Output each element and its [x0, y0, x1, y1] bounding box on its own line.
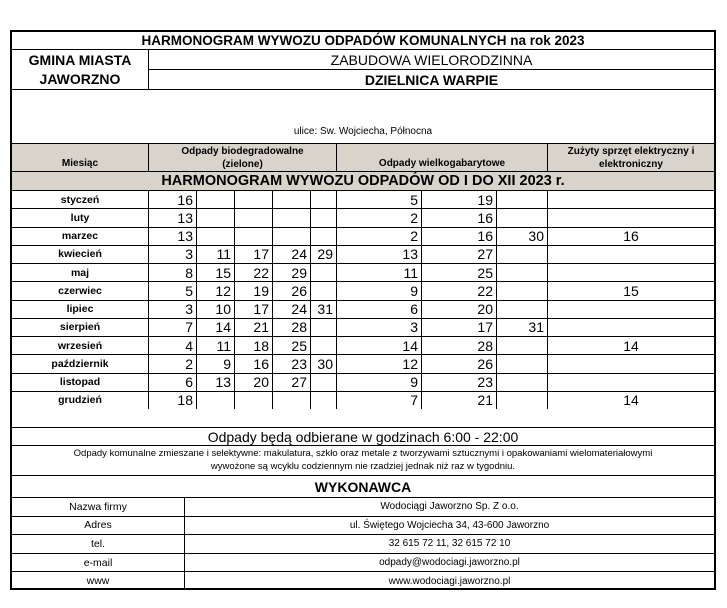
- month-name: lipiec: [12, 301, 149, 318]
- bulky-date-cell: [497, 191, 548, 208]
- month-name: czerwiec: [12, 282, 149, 299]
- bio-date-cell: 8: [149, 264, 197, 281]
- building-type: ZABUDOWA WIELORODZINNA: [149, 50, 714, 70]
- bulky-date-cell: 9: [337, 374, 422, 391]
- schedule-sheet: [10, 30, 716, 590]
- bio-date-cell: 15: [197, 264, 235, 281]
- note-line-1: Odpady komunalne zmieszane i selektywne: makulatura, szkło oraz metale z tworzywami sztucznymi i opakowaniami wielomateriałowymi: [73, 448, 653, 459]
- bio-date-cell: 11: [197, 337, 235, 354]
- column-header-row: [12, 143, 714, 171]
- collection-note: [12, 446, 714, 475]
- bio-date-cell: [311, 264, 337, 281]
- hours-row: [12, 427, 714, 445]
- bio-date-cell: [311, 191, 337, 208]
- bulky-date-cell: 3: [337, 319, 422, 336]
- bio-date-cell: 13: [197, 374, 235, 391]
- bulky-date-cell: 22: [422, 282, 497, 299]
- bio-date-cell: [273, 209, 311, 226]
- column-electro: [548, 144, 714, 171]
- electro-date-cell: 16: [623, 228, 639, 245]
- bio-date-cell: [235, 209, 273, 226]
- bio-date-cell: [273, 228, 311, 245]
- electro-date-cell: [548, 301, 714, 318]
- electro-date-cell: 15: [623, 282, 639, 299]
- bio-date-cell: [197, 228, 235, 245]
- bio-date-cell: 9: [197, 355, 235, 372]
- month-row: [12, 318, 714, 336]
- month-row: [12, 190, 714, 208]
- month-row: [12, 227, 714, 245]
- month-name: sierpień: [12, 319, 149, 336]
- bio-date-cell: [197, 392, 235, 409]
- contractor-label: Nazwa firmy: [12, 498, 185, 516]
- column-bulky: Odpady wielkogabarytowe: [337, 144, 548, 171]
- bio-date-cell: 17: [235, 246, 273, 263]
- bio-date-cell: 22: [235, 264, 273, 281]
- bio-date-cell: 16: [149, 191, 197, 208]
- contractor-value: www.wodociagi.jaworzno.pl: [388, 575, 511, 587]
- contractor-label: tel.: [12, 535, 185, 553]
- bulky-date-cell: 16: [422, 209, 497, 226]
- bio-date-cell: 25: [273, 337, 311, 354]
- bulky-date-cell: 27: [422, 246, 497, 263]
- bulky-date-cell: [497, 264, 548, 281]
- month-name: grudzień: [12, 392, 149, 409]
- municipality-line-1: GMINA MIASTA: [28, 51, 132, 68]
- column-electro-line-2: elektroniczny: [599, 158, 663, 170]
- bio-date-cell: [311, 319, 337, 336]
- contractor-row: [12, 571, 714, 590]
- bio-date-cell: 18: [235, 337, 273, 354]
- electro-date-cell: [548, 319, 714, 336]
- electro-date-cell: [548, 355, 714, 372]
- streets-label: ulice: Św. Wojciecha, Północna: [293, 126, 433, 137]
- bulky-date-cell: [497, 355, 548, 372]
- bio-date-cell: 29: [311, 246, 337, 263]
- bulky-date-cell: 2: [337, 228, 422, 245]
- bulky-date-cell: 6: [337, 301, 422, 318]
- bio-date-cell: 4: [149, 337, 197, 354]
- month-name: kwiecień: [12, 246, 149, 263]
- bio-date-cell: [235, 392, 273, 409]
- contractor-row: [12, 516, 714, 535]
- bio-date-cell: 6: [149, 374, 197, 391]
- bio-date-cell: 14: [197, 319, 235, 336]
- bio-date-cell: [311, 374, 337, 391]
- bulky-date-cell: 21: [422, 392, 497, 409]
- contractor-value: Wodociągi Jaworzno Sp. Z o.o.: [380, 501, 519, 513]
- bulky-date-cell: 28: [422, 337, 497, 354]
- bio-date-cell: 17: [235, 301, 273, 318]
- bulky-date-cell: 23: [422, 374, 497, 391]
- bio-date-cell: 16: [235, 355, 273, 372]
- bulky-date-cell: [497, 246, 548, 263]
- bio-date-cell: [311, 282, 337, 299]
- contractor-value: 32 615 72 11, 32 615 72 10: [388, 538, 511, 550]
- month-name: luty: [12, 209, 149, 226]
- electro-date-cell: [548, 264, 714, 281]
- bio-date-cell: [235, 228, 273, 245]
- municipality-row: [12, 49, 714, 89]
- district-name: DZIELNICA WARPIE: [364, 72, 499, 88]
- month-name: październik: [12, 355, 149, 372]
- title-row: [12, 32, 714, 49]
- column-bio-line-2: (zielone): [222, 158, 263, 170]
- bio-date-cell: 19: [235, 282, 273, 299]
- bio-date-cell: 18: [149, 392, 197, 409]
- month-name: marzec: [12, 228, 149, 245]
- note-row: [12, 445, 714, 475]
- bio-date-cell: 10: [197, 301, 235, 318]
- month-row: [12, 245, 714, 263]
- bulky-date-cell: 7: [337, 392, 422, 409]
- bio-date-cell: 24: [273, 301, 311, 318]
- bulky-date-cell: 17: [422, 319, 497, 336]
- bulky-date-cell: 12: [337, 355, 422, 372]
- column-month: Miesiąc: [12, 144, 149, 171]
- month-name: maj: [12, 264, 149, 281]
- bulky-date-cell: 2: [337, 209, 422, 226]
- bio-date-cell: 31: [311, 301, 337, 318]
- electro-date-cell: 14: [623, 337, 639, 354]
- municipality-line-2: JAWORZNO: [39, 70, 121, 87]
- bulky-date-cell: 20: [422, 301, 497, 318]
- bulky-date-cell: 9: [337, 282, 422, 299]
- month-name: styczeń: [12, 191, 149, 208]
- bulky-date-cell: [497, 282, 548, 299]
- note-line-2: wywożone są wcyklu codziennym nie rzadziej jednak niż raz w tygodniu.: [210, 460, 516, 472]
- bio-date-cell: 21: [235, 319, 273, 336]
- month-row: [12, 336, 714, 354]
- month-row: [12, 208, 714, 226]
- month-row: [12, 300, 714, 318]
- bulky-date-cell: [497, 209, 548, 226]
- bulky-date-cell: 19: [422, 191, 497, 208]
- bio-date-cell: [273, 191, 311, 208]
- electro-date-cell: [548, 246, 714, 263]
- contractor-label: www: [12, 572, 185, 590]
- contractor-label: e-mail: [12, 554, 185, 572]
- bio-date-cell: 7: [149, 319, 197, 336]
- electro-date-cell: 14: [623, 392, 639, 409]
- bio-date-cell: [273, 392, 311, 409]
- bulky-date-cell: 26: [422, 355, 497, 372]
- bulky-date-cell: 5: [337, 191, 422, 208]
- bio-date-cell: 23: [273, 355, 311, 372]
- bulky-date-cell: 14: [337, 337, 422, 354]
- contractor-row: [12, 553, 714, 572]
- bulky-date-cell: [497, 301, 548, 318]
- bulky-date-cell: 31: [497, 319, 548, 336]
- bio-date-cell: [311, 228, 337, 245]
- bio-date-cell: [197, 209, 235, 226]
- month-row: [12, 263, 714, 281]
- month-row: [12, 281, 714, 299]
- bio-date-cell: 12: [197, 282, 235, 299]
- bulky-date-cell: 13: [337, 246, 422, 263]
- bulky-date-cell: 30: [497, 228, 548, 245]
- schedule-subtitle: HARMONOGRAM WYWOZU ODPADÓW OD I DO XII 2023 r.: [161, 173, 565, 189]
- bulky-date-cell: [497, 374, 548, 391]
- bio-date-cell: 2: [149, 355, 197, 372]
- bulky-date-cell: 16: [422, 228, 497, 245]
- contractor-row: [12, 534, 714, 553]
- contractor-title: WYKONAWCA: [314, 478, 412, 495]
- month-row: [12, 354, 714, 372]
- subtitle-row: [12, 171, 714, 190]
- bio-date-cell: [311, 337, 337, 354]
- bio-date-cell: 28: [273, 319, 311, 336]
- schedule-title: HARMONOGRAM WYWOZU ODPADÓW KOMUNALNYCH na rok 2023: [141, 33, 585, 48]
- bio-date-cell: 27: [273, 374, 311, 391]
- bio-date-cell: 29: [273, 264, 311, 281]
- bio-date-cell: 5: [149, 282, 197, 299]
- month-row: [12, 373, 714, 391]
- bulky-date-cell: 25: [422, 264, 497, 281]
- bio-date-cell: [235, 191, 273, 208]
- column-electro-line-1: Zużyty sprzęt elektryczny i: [567, 145, 695, 157]
- month-row: [12, 391, 714, 409]
- municipality-name: [12, 50, 149, 89]
- bio-date-cell: 13: [149, 209, 197, 226]
- contractor-row: [12, 497, 714, 516]
- bulky-date-cell: [497, 392, 548, 409]
- electro-date-cell: [548, 374, 714, 391]
- bio-date-cell: [311, 209, 337, 226]
- bio-date-cell: 20: [235, 374, 273, 391]
- bio-date-cell: 30: [311, 355, 337, 372]
- bio-date-cell: [311, 392, 337, 409]
- electro-date-cell: [548, 209, 714, 226]
- bio-date-cell: [197, 191, 235, 208]
- bulky-date-cell: 11: [337, 264, 422, 281]
- bio-date-cell: 3: [149, 246, 197, 263]
- contractor-label: Adres: [12, 517, 185, 535]
- month-name: wrzesień: [12, 337, 149, 354]
- bio-date-cell: 26: [273, 282, 311, 299]
- contractor-value: ul. Świętego Wojciecha 34, 43-600 Jaworzno: [349, 519, 550, 531]
- bulky-date-cell: [497, 337, 548, 354]
- column-bio-line-1: Odpady biodegradowalne: [181, 145, 304, 157]
- contractor-value: odpady@wodociagi.jaworzno.pl: [379, 557, 520, 569]
- bio-date-cell: 11: [197, 246, 235, 263]
- column-bio: [149, 144, 337, 171]
- bio-date-cell: 3: [149, 301, 197, 318]
- electro-date-cell: [548, 191, 714, 208]
- contractor-title-row: [12, 475, 714, 497]
- month-name: listopad: [12, 374, 149, 391]
- bio-date-cell: 13: [149, 228, 197, 245]
- collection-hours: Odpady będą odbierane w godzinach 6:00 - 22:00: [207, 428, 519, 445]
- streets-row: [12, 89, 714, 143]
- bio-date-cell: 24: [273, 246, 311, 263]
